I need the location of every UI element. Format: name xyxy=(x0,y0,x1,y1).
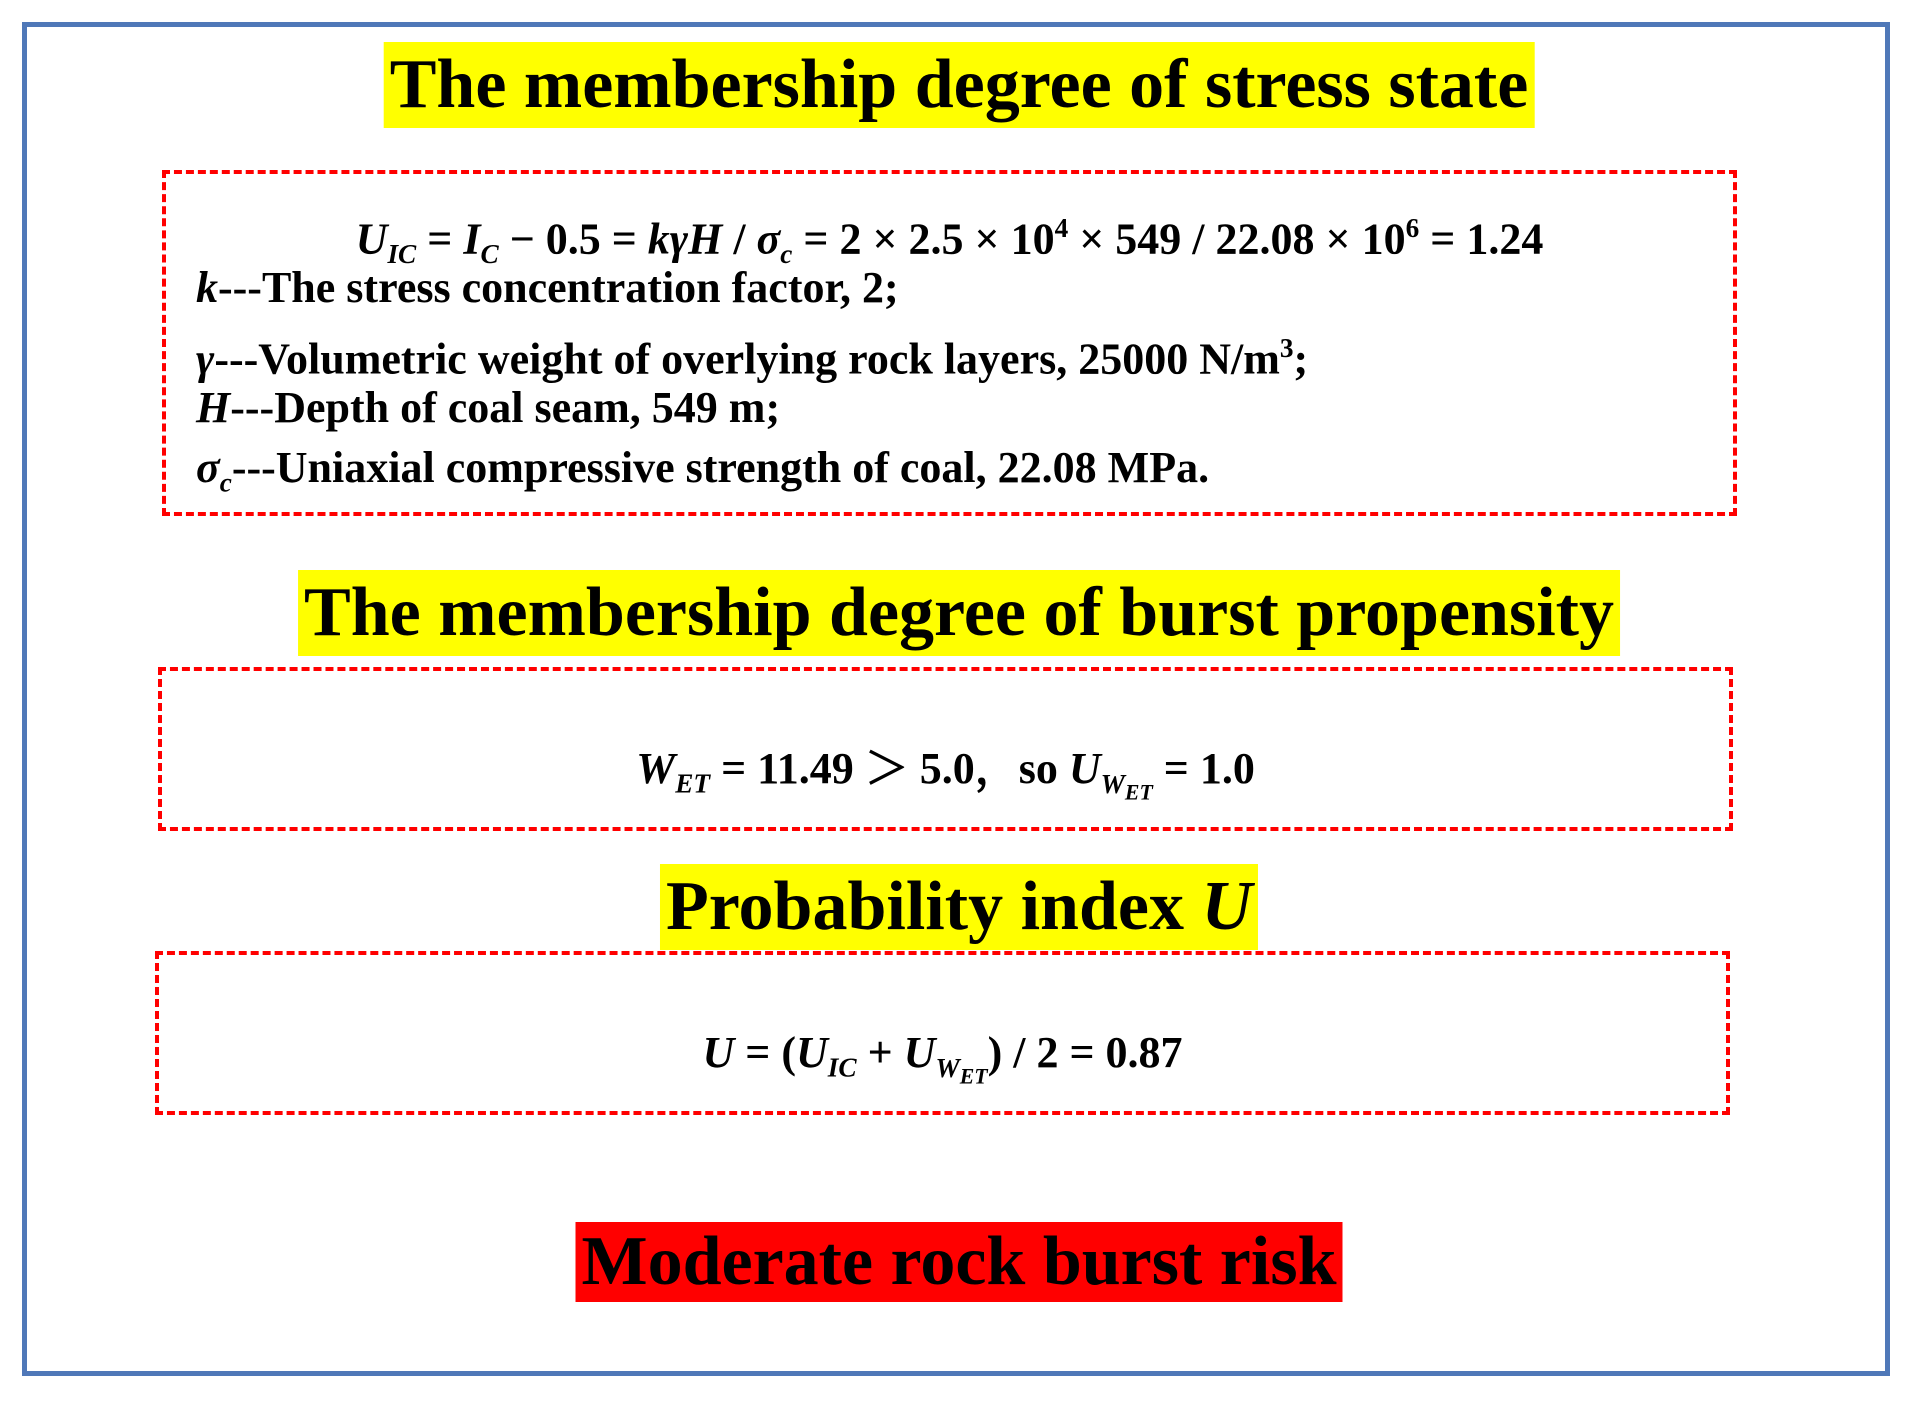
symbol-u: U xyxy=(702,1028,735,1077)
definition-sigma-text: ---Uniaxial compressive strength of coal, 22.08 MPa. xyxy=(231,443,1210,492)
subscript-ic: IC xyxy=(387,238,417,269)
symbol-u: U xyxy=(903,1028,936,1077)
symbol-u: U xyxy=(355,214,388,264)
definition-gamma-text: ---Volumetric weight of overlying rock layers, 25000 N/m xyxy=(214,334,1280,384)
calc-part-a: = 2 × 2.5 × 10 xyxy=(792,214,1055,264)
definition-k-text: ---The stress concentration factor, 2; xyxy=(218,263,899,312)
subscript-ic: IC xyxy=(827,1052,857,1083)
subscript-c: C xyxy=(480,238,499,269)
calc-result: = 1.24 xyxy=(1419,214,1544,264)
definition-k xyxy=(196,260,899,316)
burst-propensity-box xyxy=(158,667,1733,831)
symbol-u: U xyxy=(1068,744,1101,793)
burst-equation xyxy=(162,741,1729,820)
burst-comparison: = 11.49 ＞ 5.0，so xyxy=(710,744,1069,793)
heading-probability-index xyxy=(660,864,1258,950)
minus-term: − 0.5 = xyxy=(498,214,648,264)
subscript-et: ET xyxy=(959,1064,988,1089)
heading-stress-state: The membership degree of stress state xyxy=(384,42,1535,128)
subscript-et: ET xyxy=(675,768,711,799)
stress-state-box xyxy=(162,170,1737,516)
calc-part-b: × 549 / 22.08 × 10 xyxy=(1068,214,1406,264)
symbol-u: U xyxy=(1201,868,1253,945)
symbol-w: W xyxy=(636,744,676,793)
k-gamma-h: kγH xyxy=(647,214,723,264)
open-paren: = ( xyxy=(734,1028,796,1077)
symbol-u: U xyxy=(796,1028,828,1077)
probability-result: ) / 2 = 0.87 xyxy=(987,1028,1183,1077)
heading-probability-text: Probability index xyxy=(665,868,1202,945)
exponent-4: 4 xyxy=(1054,213,1069,243)
divide-sign: / xyxy=(722,214,757,264)
subscript-w: W xyxy=(1100,768,1125,799)
symbol-sigma: σ xyxy=(196,443,220,492)
definition-sigma xyxy=(196,440,1209,511)
burst-result: = 1.0 xyxy=(1152,744,1255,793)
symbol-i: I xyxy=(463,214,481,264)
subscript-w: W xyxy=(935,1052,960,1083)
exponent-3: 3 xyxy=(1279,333,1294,363)
symbol-k: k xyxy=(196,263,218,312)
equals-sign: = xyxy=(416,214,464,264)
symbol-h: H xyxy=(196,383,231,432)
probability-box xyxy=(155,951,1730,1115)
risk-result-label: Moderate rock burst risk xyxy=(576,1222,1343,1302)
heading-burst-propensity: The membership degree of burst propensity xyxy=(298,570,1620,656)
definition-h-text: ---Depth of coal seam, 549 m; xyxy=(230,383,781,432)
plus-sign: + xyxy=(856,1028,904,1077)
probability-equation xyxy=(159,1025,1726,1104)
symbol-sigma: σ xyxy=(756,214,781,264)
exponent-6: 6 xyxy=(1405,213,1420,243)
definition-gamma xyxy=(196,320,1308,387)
subscript-c: c xyxy=(219,467,232,498)
subscript-c: c xyxy=(780,238,793,269)
semicolon: ; xyxy=(1293,334,1309,384)
subscript-et: ET xyxy=(1124,780,1153,805)
definition-h xyxy=(196,380,780,436)
symbol-gamma: γ xyxy=(196,334,215,384)
